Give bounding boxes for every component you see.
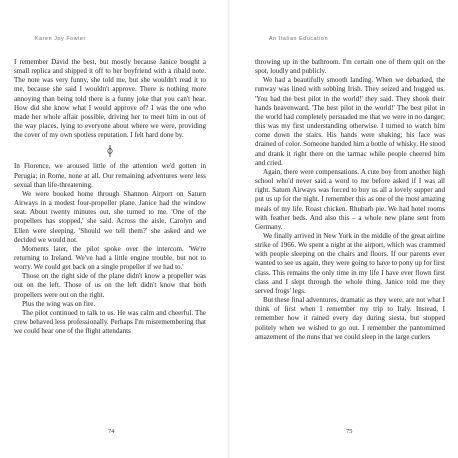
paragraph: In Florence, we aroused little of the attention we'd gotten in Perugia; in Rome, none at all. Our remaining adventures were less sexual than life-threatening. xyxy=(14,162,206,189)
paragraph: The pilot continued to talk to us. He was calm and cheerful. The crew behaved less professionally. Perhaps I'm misremembering that we could hear one of the flight attendants xyxy=(14,308,206,336)
paragraph: But these final adventures, dramatic as they were, are not what I think of first when I remember my trip to Italy. Instead, I remember how it rained every day during siesta, but stopped politely when we wished to go out. I remember the pantomimed amazement of the nuns that we could sleep in the large curlers xyxy=(255,296,445,341)
right-page xyxy=(229,0,458,458)
paragraph: We had a beautifully smooth landing. When we debarked, the runway was lined with sobbing Irish. They seized and hugged us. 'You had the best pilot in the world!' they said. They shook their hands heavenward. 'The best pilot in the world!' The best pilot in the world had completely persuaded me that we were in no danger; this was my first understanding otherwise. I turned to watch him come down the stairs. His hands were shaking; his face was drained of color. Someone handed him a bottle of whisky. He stood and drank it right there on the tarmac while people cheered him and cried. xyxy=(255,76,445,167)
paragraph: Moments later, the pilot spoke over the intercom. 'We're returning to Ireland. We've had a little engine trouble, but not to worry. We could get back on a single propeller if we had to.' xyxy=(14,244,206,272)
paragraph: We were booked home through Shannon Airport on Saturn Airways in a modest four-propeller plane. Janice had the window seat. About twenty minutes out, she turned to me. 'One of the propellers has stopped,' she said. Across the aisle, Carolyn and Ellen were sleeping. 'Should we tell them?' she asked and we decided we would not. xyxy=(14,189,206,244)
right-running-head: An Italian Education xyxy=(269,36,329,42)
paragraph: I remember David the best, but mostly because Janice bought a small replica and shipped it off to her boyfriend with a ribald note. The note was very funny, she told me, but she wouldn't read it to me, because she said I wouldn't approve. There is nothing more annoying than being told there is a funny joke that you can't hear. How did she know what I would approve of? I was the one who made her whole affair possible, driving her to meet him in out of the way places, lying to everyone about where we were, providing the cover of my own spotless reputation. I felt hard done by. xyxy=(14,58,206,140)
paragraph: We finally arrived in New York in the middle of the great airline strike of 1966. We spent a night at the airport, which was crammed with people sleeping on the chairs and floors. If our parents ever wanted to see us again, they were going to have to pony up for first class. This remains the only time in my life I have ever flown first class and I slept through the whole thing. Janice told me they served frogs' legs. xyxy=(255,231,445,295)
left-page-body xyxy=(14,58,206,336)
paragraph: Those on the right side of the plane didn't know a propeller was out on the left. Those of us on the left didn't know that both propellers were out on the right. xyxy=(14,272,206,299)
paragraph: Plus the wing was on fire. xyxy=(22,299,96,308)
paragraph: Again, there were compensations. A cute boy from another high school who'd never said a word to me before asked if I was all right. Saturn Airways was forced to buy us all a lovely supper and put us up for the night. I remember this as one of the most amazing meals of my life. Roast chicken. Rhubarb pie. We had hotel rooms with feather beds. And also this – a whole new plane sent from Germany. xyxy=(255,167,445,231)
left-page-number: 74 xyxy=(108,428,115,435)
paragraph: throwing up in the bathroom. I'm certain one of them quit on the spot, loudly and publicly. xyxy=(255,58,445,76)
left-running-head: Karen Joy Fowler xyxy=(35,36,86,42)
ornament-icon xyxy=(104,144,116,158)
right-page-body xyxy=(255,58,445,342)
right-page-number: 75 xyxy=(346,428,353,435)
section-separator xyxy=(14,140,206,162)
